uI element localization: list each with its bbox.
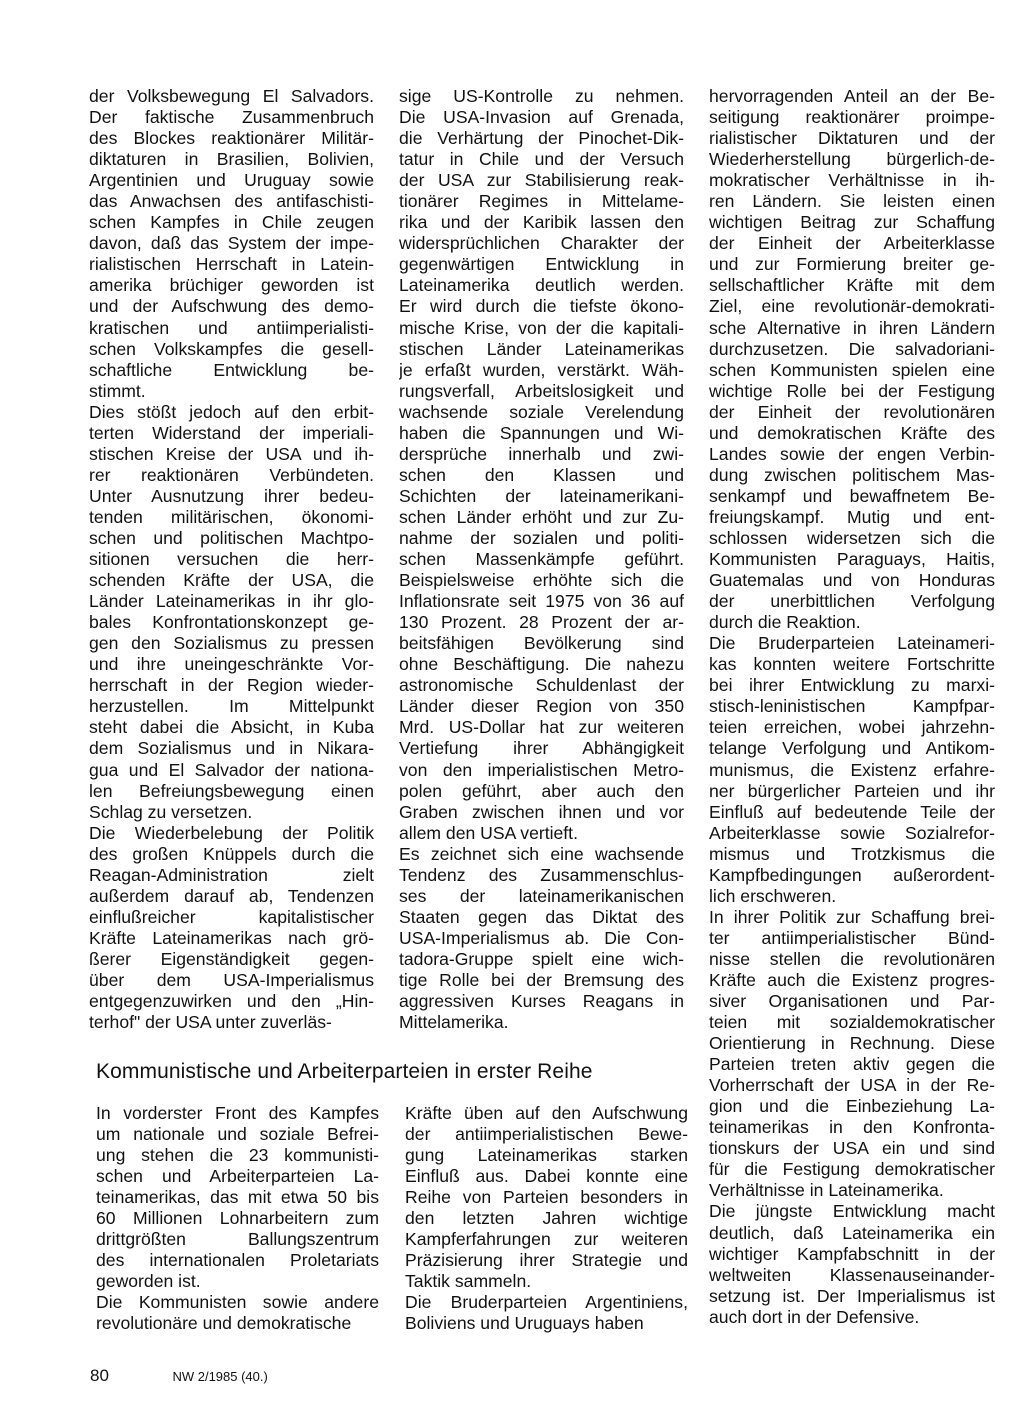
text-line: astronomische Schuldenlast der: [399, 675, 684, 696]
text-line: tionärer Regimes in Mittelame-: [399, 191, 684, 212]
text-line: schen Volkskampfes die gesell-: [89, 338, 374, 359]
text-line: deutlich, daß Lateinamerika ein: [709, 1222, 995, 1243]
text-line: Inflationsrate seit 1975 von 36 auf: [399, 591, 684, 612]
text-line: schen und Arbeiterparteien La-: [96, 1166, 379, 1187]
text-line: sige US-Kontrolle zu nehmen.: [399, 86, 684, 106]
text-line: Tendenz des Zusammenschlus-: [399, 864, 684, 885]
text-line: wachsende soziale Verelendung: [399, 401, 684, 422]
text-line: Reihe von Parteien besonders in: [405, 1187, 688, 1208]
text-line: Kampferfahrungen zur weiteren: [405, 1229, 688, 1250]
text-line: Vorherrschaft der USA in der Re-: [709, 1075, 995, 1096]
text-line: tige Rolle bei der Bremsung des: [399, 969, 684, 990]
text-line: und ihre uneingeschränkte Vor-: [89, 654, 374, 675]
text-line: USA-Imperialismus ab. Die Con-: [399, 927, 684, 948]
text-line: Die USA-Invasion auf Grenada,: [399, 107, 684, 128]
text-line: haben die Spannungen und Wi-: [399, 422, 684, 443]
text-line: Lateinamerika deutlich werden.: [399, 275, 684, 296]
text-line: seitigung reaktionärer proimpe-: [709, 107, 995, 128]
text-line: Kampfbedingungen außerordent-: [709, 864, 995, 885]
text-line: diktaturen in Brasilien, Bolivien,: [89, 149, 374, 170]
text-line: bales Konfrontationskonzept ge-: [89, 612, 374, 633]
text-line: davon, daß das System der impe-: [89, 233, 374, 254]
text-line: Kräfte Lateinamerikas nach grö-: [89, 927, 374, 948]
text-line: schen Massenkämpfe geführt.: [399, 549, 684, 570]
text-line: stischen Länder Lateinamerikas: [399, 338, 684, 359]
text-line: tadora-Gruppe spielt eine wich-: [399, 948, 684, 969]
text-line: rialistischer Diktaturen und der: [709, 128, 995, 149]
text-line: senkampf und bewaffnetem Be-: [709, 485, 995, 506]
text-line: steht dabei die Absicht, in Kuba: [89, 717, 374, 738]
text-line: außerdem darauf ab, Tendenzen: [89, 885, 374, 906]
text-line: entgegenzuwirken und den „Hin-: [89, 991, 374, 1012]
text-line: ner bürgerlicher Parteien und ihr: [709, 780, 995, 801]
page-footer: [90, 1366, 268, 1386]
text-line: Unter Ausnutzung ihrer bedeu-: [89, 485, 374, 506]
text-line: Wiederherstellung bürgerlich-de-: [709, 149, 995, 170]
text-line: Präzisierung ihrer Strategie und: [405, 1250, 688, 1271]
text-line: Es zeichnet sich eine wachsende: [399, 843, 684, 864]
text-line: hervorragenden Anteil an der Be-: [709, 86, 995, 106]
text-line: widersprüchlichen Charakter der: [399, 233, 684, 254]
text-line: gen den Sozialismus zu pressen: [89, 633, 374, 654]
text-line: Parteien treten aktiv gegen die: [709, 1054, 995, 1075]
text-line: aggressiven Kurses Reagans in: [399, 991, 684, 1012]
text-line: dem Sozialismus und in Nikara-: [89, 738, 374, 759]
text-line: Staaten gegen das Diktat des: [399, 906, 684, 927]
text-line: allem den USA vertieft.: [399, 822, 578, 843]
section-heading: Kommunistische und Arbeiterparteien in erster Reihe: [96, 1060, 593, 1083]
text-line: Kommunisten Paraguays, Haitis,: [709, 549, 995, 570]
text-line: In ihrer Politik zur Schaffung brei-: [709, 906, 995, 927]
text-line: terten Widerstand der imperiali-: [89, 422, 374, 443]
text-line: gua und El Salvador der nationa-: [89, 759, 374, 780]
text-line: der Volksbewegung El Salvadors.: [89, 86, 374, 106]
text-column-4: [96, 1103, 379, 1335]
text-line: setzung ist. Der Imperialismus ist: [709, 1285, 995, 1306]
text-line: der Einheit der Arbeiterklasse: [709, 233, 995, 254]
text-line: revolutionäre und demokratische: [96, 1313, 352, 1334]
text-line: telange Verfolgung und Antikom-: [709, 738, 995, 759]
text-line: Schlag zu versetzen.: [89, 801, 253, 822]
text-line: Dies stößt jedoch auf den erbit-: [89, 401, 374, 422]
text-line: tatur in Chile und der Versuch: [399, 149, 684, 170]
text-line: und der Aufschwung des demo-: [89, 296, 374, 317]
text-line: ren Ländern. Sie leisten einen: [709, 191, 995, 212]
text-line: schen den Klassen und: [399, 464, 684, 485]
text-line: wichtige Rolle bei der Festigung: [709, 380, 995, 401]
text-line: gion und die Einbeziehung La-: [709, 1096, 995, 1117]
text-line: Die Wiederbelebung der Politik: [89, 822, 374, 843]
text-line: Boliviens und Uruguays haben: [405, 1313, 644, 1334]
text-line: ses der lateinamerikanischen: [399, 885, 684, 906]
text-line: rialistischen Herrschaft in Latein-: [89, 254, 374, 275]
text-line: schenden Kräfte der USA, die: [89, 570, 374, 591]
text-line: siver Organisationen und Par-: [709, 991, 995, 1012]
text-line: dung zwischen politischem Mas-: [709, 464, 995, 485]
text-line: stimmt.: [89, 380, 146, 401]
text-line: Er wird durch die tiefste ökono-: [399, 296, 684, 317]
text-line: beitsfähigen Bevölkerung sind: [399, 633, 684, 654]
text-line: polen geführt, aber auch den: [399, 780, 684, 801]
text-line: schlossen widersetzen sich die: [709, 527, 995, 548]
text-line: Einfluß aus. Dabei konnte eine: [405, 1166, 688, 1187]
text-line: Ziel, eine revolutionär-demokrati-: [709, 296, 995, 317]
text-line: terhof" der USA unter zuverläs-: [89, 1012, 332, 1033]
text-line: einflußreicher kapitalistischer: [89, 906, 374, 927]
text-line: den letzten Jahren wichtige: [405, 1208, 688, 1229]
text-line: der unerbittlichen Verfolgung: [709, 591, 995, 612]
text-line: je erfaßt wurden, verstärkt. Wäh-: [399, 359, 684, 380]
text-line: Graben zwischen ihnen und vor: [399, 801, 684, 822]
text-line: das Anwachsen des antifaschisti-: [89, 191, 374, 212]
text-line: Der faktische Zusammenbruch: [89, 107, 374, 128]
text-line: nisse stellen die revolutionären: [709, 948, 995, 969]
text-line: des Blockes reaktionärer Militär-: [89, 128, 374, 149]
text-line: Vertiefung ihrer Abhängigkeit: [399, 738, 684, 759]
text-line: mische Krise, von der die kapitali-: [399, 317, 684, 338]
text-line: schen Länder erhöht und zur Zu-: [399, 506, 684, 527]
text-line: ohne Beschäftigung. Die nahezu: [399, 654, 684, 675]
text-line: teinamerikas in den Konfronta-: [709, 1117, 995, 1138]
text-line: lich erschweren.: [709, 885, 837, 906]
text-line: des internationalen Proletariats: [96, 1250, 379, 1271]
text-line: Landes sowie der engen Verbin-: [709, 443, 995, 464]
text-line: Schichten der lateinamerikani-: [399, 485, 684, 506]
text-line: durchzusetzen. Die salvadoriani-: [709, 338, 995, 359]
text-line: drittgrößten Ballungszentrum: [96, 1229, 379, 1250]
text-line: teien mit sozialdemokratischer: [709, 1012, 995, 1033]
text-line: teien erreichen, wobei jahrzehn-: [709, 717, 995, 738]
text-line: kratischen und antiimperialisti-: [89, 317, 374, 338]
text-line: Reagan-Administration zielt: [89, 864, 374, 885]
text-line: schen und politischen Machtpo-: [89, 527, 374, 548]
text-line: Die Bruderparteien Lateinameri-: [709, 633, 995, 654]
text-line: Länder Lateinamerikas in ihr glo-: [89, 591, 374, 612]
text-line: Mrd. US-Dollar hat zur weiteren: [399, 717, 684, 738]
text-line: Verhältnisse in Lateinamerika.: [709, 1180, 944, 1201]
text-line: sitionen versuchen die herr-: [89, 549, 374, 570]
text-line: len Befreiungsbewegung einen: [89, 780, 374, 801]
text-line: ter antiimperialistischer Bünd-: [709, 927, 995, 948]
text-line: durch die Reaktion.: [709, 612, 861, 633]
text-line: amerika brüchiger geworden ist: [89, 275, 374, 296]
page-number: 80: [90, 1366, 109, 1385]
text-line: ßerer Eigenständigkeit gegen-: [89, 948, 374, 969]
text-line: 130 Prozent. 28 Prozent der ar-: [399, 612, 684, 633]
text-line: rungsverfall, Arbeitslosigkeit und: [399, 380, 684, 401]
text-line: Orientierung in Rechnung. Diese: [709, 1033, 995, 1054]
text-line: Guatemalas und von Honduras: [709, 570, 995, 591]
text-line: wichtiger Kampfabschnitt in der: [709, 1243, 995, 1264]
text-line: Länder dieser Region von 350: [399, 696, 684, 717]
text-line: Die jüngste Entwicklung macht: [709, 1201, 995, 1222]
text-line: nahme der sozialen und politi-: [399, 527, 684, 548]
text-line: dersprüche innerhalb und zwi-: [399, 443, 684, 464]
text-line: Kräfte auch die Existenz progres-: [709, 969, 995, 990]
text-line: gegenwärtigen Entwicklung in: [399, 254, 684, 275]
text-line: sellschaftlicher Kräfte mit dem: [709, 275, 995, 296]
text-line: kas konnten weitere Fortschritte: [709, 654, 995, 675]
text-line: Einfluß auf bedeutende Teile der: [709, 801, 995, 822]
text-column-5: [405, 1103, 688, 1335]
text-line: 60 Millionen Lohnarbeitern zum: [96, 1208, 379, 1229]
text-column-3: [709, 86, 995, 1328]
text-line: Taktik sammeln.: [405, 1271, 532, 1292]
text-line: Die Kommunisten sowie andere: [96, 1292, 379, 1313]
text-line: ung stehen die 23 kommunisti-: [96, 1145, 379, 1166]
text-line: für die Festigung demokratischer: [709, 1159, 995, 1180]
text-line: schen Kommunisten spielen eine: [709, 359, 995, 380]
text-line: sche Alternative in ihren Ländern: [709, 317, 995, 338]
text-line: die Verhärtung der Pinochet-Dik-: [399, 128, 684, 149]
text-line: teinamerikas, das mit etwa 50 bis: [96, 1187, 379, 1208]
text-line: herrschaft in der Region wieder-: [89, 675, 374, 696]
text-line: Beispielsweise erhöhte sich die: [399, 570, 684, 591]
text-line: rer reaktionären Verbündeten.: [89, 464, 374, 485]
text-line: der antiimperialistischen Bewe-: [405, 1124, 688, 1145]
issue-reference: NW 2/1985 (40.): [172, 1369, 268, 1384]
text-line: auch dort in der Defensive.: [709, 1306, 920, 1327]
text-line: der USA zur Stabilisierung reak-: [399, 170, 684, 191]
text-line: schaftliche Entwicklung be-: [89, 359, 374, 380]
text-line: bei ihrer Entwicklung zu marxi-: [709, 675, 995, 696]
text-column-1: [89, 86, 374, 1033]
text-line: In vorderster Front des Kampfes: [96, 1103, 379, 1123]
text-line: herzustellen. Im Mittelpunkt: [89, 696, 374, 717]
text-line: tionskurs der USA ein und sind: [709, 1138, 995, 1159]
text-line: Kräfte üben auf den Aufschwung: [405, 1103, 688, 1123]
text-line: mismus und Trotzkismus die: [709, 843, 995, 864]
text-column-2: [399, 86, 684, 1033]
text-line: wichtigen Beitrag zur Schaffung: [709, 212, 995, 233]
text-line: rika und der Karibik lassen den: [399, 212, 684, 233]
text-line: stischen Kreise der USA und ih-: [89, 443, 374, 464]
text-line: von den imperialistischen Metro-: [399, 759, 684, 780]
text-line: geworden ist.: [96, 1271, 201, 1292]
text-line: weltweiten Klassenauseinander-: [709, 1264, 995, 1285]
text-line: Mittelamerika.: [399, 1012, 509, 1033]
text-line: über dem USA-Imperialismus: [89, 969, 374, 990]
text-line: der Einheit der revolutionären: [709, 401, 995, 422]
text-line: stisch-leninistischen Kampfpar-: [709, 696, 995, 717]
text-line: Argentinien und Uruguay sowie: [89, 170, 374, 191]
text-line: freiungskampf. Mutig und ent-: [709, 506, 995, 527]
text-line: schen Kampfes in Chile zeugen: [89, 212, 374, 233]
text-line: des großen Knüppels durch die: [89, 843, 374, 864]
text-line: um nationale und soziale Befrei-: [96, 1124, 379, 1145]
text-line: munismus, die Existenz erfahre-: [709, 759, 995, 780]
text-line: mokratischer Verhältnisse in ih-: [709, 170, 995, 191]
text-line: Die Bruderparteien Argentiniens,: [405, 1292, 688, 1313]
text-line: tenden militärischen, ökonomi-: [89, 506, 374, 527]
text-line: gung Lateinamerikas starken: [405, 1145, 688, 1166]
text-line: und zur Formierung breiter ge-: [709, 254, 995, 275]
text-line: Arbeiterklasse sowie Sozialrefor-: [709, 822, 995, 843]
text-line: und demokratischen Kräfte des: [709, 422, 995, 443]
